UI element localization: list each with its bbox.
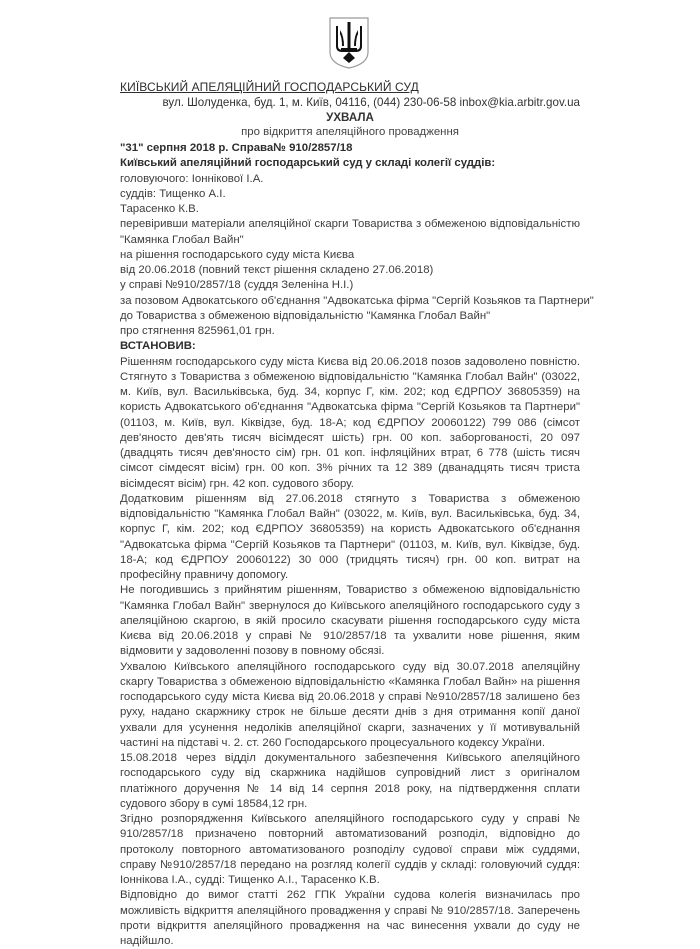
intro-line: на рішення господарського суду міста Києва [120,248,355,261]
paragraph: 15.08.2018 через відділ документального забезпечення Київського апеляційного господарського суду від скаржника надійшов супровідний лист з оригіналом платіжного доручення № 14 від 14 серпня 2018 року, на підтвердження сплати судового збору в сумі 18584,12 грн. [120,752,580,810]
intro-line: до Товариства з обмеженою відповідальністю "Камянка Глобал Вайн" [120,309,491,322]
presiding-judge: головуючого: Іоннікової І.А. [120,172,264,185]
document-subtitle: про відкриття апеляційного провадження [241,126,459,138]
intro-line: "Камянка Глобал Вайн" [120,233,244,246]
paragraph: Згідно розпорядження Київського апеляційного господарського суду у справі № 910/2857/18 призначено повторний автоматизований розподіл, відповідно до протоколу повторного автоматизованого розподілу судової справи між суддями, справу №910/2857/18 передано на розгляд колегії суддів у складі: головуючий суддя: Іоннікова І.А., судді: Тищенко А.І., Тарасенко К.В. [120,813,580,886]
intro-line: перевіривши матеріали апеляційної скарги Товариства з обмеженою відповідальністю [120,218,580,231]
paragraph: Не погодившись з прийнятим рішенням, Товариство з обмеженою відповідальністю "Камянка Глобал Вайн" звернулося до Київського апеляційного господарського суду з апеляційною скаргою, в якій просило скасувати рішення господарського суду міста Києва від 20.06.2018 у справі № 910/2857/18 та ухвалити нове рішення, яким відмовити у задоволенні позову в повному обсязі. [120,584,580,658]
date-and-case-number: "31" серпня 2018 р. Справа№ 910/2857/18 [120,142,353,154]
coat-of-arms-icon [328,16,370,70]
paragraph: Відповідно до вимог статті 262 ГПК України судова колегія визначилась про можливість відкриття апеляційного провадження у справі № 910/2857/18. Заперечень проти відкриття апеляційного провадження на час винесення ухвали до суду не надійшло. [120,889,580,947]
paragraph: Рішенням господарського суду міста Києва від 20.06.2018 позов задоволено повністю. Стягнуто з Товариства з обмеженою відповідальністю "Камянка Глобал Вайн" (03022, м. Київ, вул. Васильківська, буд. 34, корпус Г, кім. 202; код ЄДРПОУ 36805359) на користь Адвокатського об'єднання "Адвокатська фірма "Сергій Козьяков та Партнери" (01103, м. Київ, вул. Кіквідзе, буд. 18-А; код ЄДРПОУ 20060122) 799 086 (сімсот дев'яносто дев'ять тисяч вісімдесят шість) грн. 00 коп. заборгованості, 20 097 (двадцять тисяч дев'яносто сім) грн. 01 коп. інфляційних втрат, 6 778 (шість тисяч сімсот сімдесят вісім) грн. 00 коп. 3% річних та 12 389 (дванадцять тисяч триста вісімдесят вісім) грн. 42 коп. судового збору. [120,355,580,490]
document-type-title: УХВАЛА [326,111,374,124]
panel-heading: Київський апеляційний господарський суд у складі колегії суддів: [120,157,496,170]
intro-line: у справі №910/2857/18 (суддя Зеленіна Н.І.) [120,279,354,292]
established-heading: ВСТАНОВИВ: [120,340,196,353]
document-body [120,141,594,949]
judges-line-1: суддів: Тищенко А.І. [120,187,226,200]
court-address: вул. Шолуденка, буд. 1, м. Київ, 04116, (044) 230-06-58 inbox@kia.arbitr.gov.ua [162,96,580,109]
paragraph: Додатковим рішенням від 27.06.2018 стягнуто з Товариства з обмеженою відповідальністю "Камянка Глобал Вайн" (03022, м. Київ, вул. Васильківська, буд. 34, корпус Г, кім. 202; код ЄДРПОУ 36805359) на користь Адвокатського об'єднання "Адвокатська фірма "Сергій Козьяков та Партнери" (01103, м. Київ, вул. Кіквідзе, буд. 18-А; код ЄДРПОУ 20060122) 30 000 (тридцять тисяч) грн. 00 коп. витрат на професійну правничу допомогу. [120,492,580,581]
intro-line: про стягнення 825961,01 грн. [120,325,275,337]
paragraph: Ухвалою Київського апеляційного господарського суду від 30.07.2018 апеляційну скаргу Товариства з обмеженою відповідальністю «Камянка Глобал Вайн» на рішення господарського суду міста Києва від 20.06.2018 у справі №910/2857/18 залишено без руху, надано скаржнику строк не більше десяти днів з дня отримання копії даної ухвали для усунення недоліків апеляційної скарги, зазначених у її мотивувальній частині на підставі ч. 2. ст. 260 Господарського процесуального кодексу України. [120,660,580,749]
intro-line: за позовом Адвокатського об'єднання "Адвокатська фірма "Сергій Козьяков та Партнери" [120,294,594,307]
judges-line-2: Тарасенко К.В. [120,203,199,215]
intro-line: від 20.06.2018 (повний текст рішення складено 27.06.2018) [120,264,434,276]
court-name-link[interactable]: КИЇВСЬКИЙ АПЕЛЯЦІЙНИЙ ГОСПОДАРСЬКИЙ СУД [120,80,419,94]
